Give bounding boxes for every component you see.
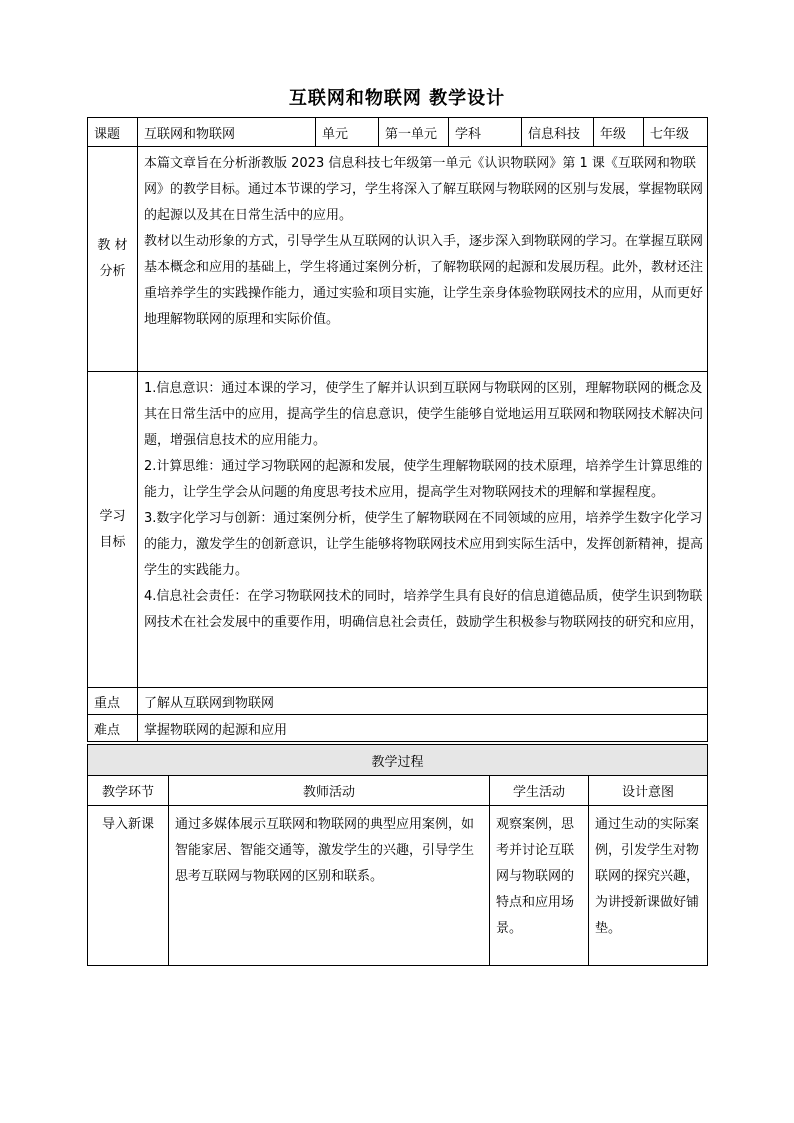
process-row [88,806,708,966]
column-header-intent: 设计意图 [589,776,708,806]
key-point-row [88,688,708,715]
material-analysis-row [88,147,708,372]
key-point-label: 重点 [88,688,138,715]
column-header-student: 学生活动 [490,776,589,806]
objectives-row [88,372,708,688]
process-header-row [88,745,708,776]
process-stage: 导入新课 [88,806,169,966]
material-label [88,147,138,372]
column-header-teacher: 教师活动 [169,776,490,806]
objectives-label [88,372,138,688]
document-title: 互联网和物联网 教学设计 [288,88,506,109]
difficulty-label: 难点 [88,715,138,742]
material-label-line2: 分析 [99,264,126,279]
material-label-line1: 教 材 [97,238,128,253]
process-design-intent: 通过生动的实际案例，引发学生对物联网的探究兴趣，为讲授新课做好铺垫。 [589,806,708,966]
objective-item: 1.信息意识：通过本课的学习，使学生了解并认识到互联网与物联网的区别，理解物联网的概念及其在日常生活中的应用，提高学生的信息意识，使学生能够自觉地运用互联网和物联网技术解决问题，增强信息技术的应用能力。 [144,381,704,448]
process-columns-row [88,776,708,806]
difficulty-row [88,715,708,742]
unit-value: 第一单元 [379,118,449,147]
info-row [88,118,708,147]
objective-item: 3.数字化学习与创新：通过案例分析，使学生了解物联网在不同领域的应用，培养学生数字化学习的能力，激发学生的创新意识，让学生能够将物联网技术应用到实际生活中，发挥创新精神，提高学生的实践能力。 [144,511,704,578]
teaching-process-table [87,744,708,966]
objective-item: 2.计算思维：通过学习物联网的起源和发展，使学生理解物联网的技术原理，培养学生计算思维的能力，让学生学会从问题的角度思考技术应用，提高学生对物联网技术的理解和掌握程度。 [144,459,703,500]
subject-label: 学科 [449,118,522,147]
material-content [138,147,708,372]
objectives-label-line1: 学习 [99,508,126,524]
objectives-label-line2: 目标 [99,534,126,550]
objectives-content [138,372,708,688]
objective-item: 4.信息社会责任：在学习物联网技术的同时，培养学生具有良好的信息道德品质，使学生识到物联网技术在社会发展中的重要作用，明确信息社会责任，鼓励学生积极参与物联网技的研究和应用， [144,589,704,630]
material-paragraph-2: 教材以生动形象的方式，引导学生从互联网的认识入手，逐步深入到物联网的学习。在掌握互联网基本概念和应用的基础上，学生将通过案例分析，了解物联网的起源和发展历程。此外，教材还注重培养学生的实践操作能力，通过实验和项目实施，让学生亲身体验物联网技术的应用，从而更好地理解物联网的原理和实际价值。 [144,234,704,327]
grade-value: 七年级 [644,118,708,147]
unit-label: 单元 [316,118,379,147]
process-student-activity: 观察案例，思考并讨论互联网与物联网的特点和应用场景。 [490,806,589,966]
lesson-label: 课题 [88,118,138,147]
key-point-value: 了解从互联网到物联网 [138,688,708,715]
material-paragraph-1: 本篇文章旨在分析浙教版 2023 信息科技七年级第一单元《认识物联网》第 1 课《互联网和物联网》的教学目标。通过本节课的学习，学生将深入了解互联网与物联网的区别与发展，掌握物联网的起源以及其在日常生活中的应用。 [144,156,704,223]
grade-label: 年级 [594,118,644,147]
subject-value: 信息科技 [522,118,594,147]
difficulty-value: 掌握物联网的起源和应用 [138,715,708,742]
lesson-value: 互联网和物联网 [138,118,316,147]
column-header-stage: 教学环节 [88,776,169,806]
process-header: 教学过程 [88,745,708,776]
lesson-info-table [87,117,708,742]
process-teacher-activity: 通过多媒体展示互联网和物联网的典型应用案例，如智能家居、智能交通等，激发学生的兴趣，引导学生思考互联网与物联网的区别和联系。 [169,806,490,966]
